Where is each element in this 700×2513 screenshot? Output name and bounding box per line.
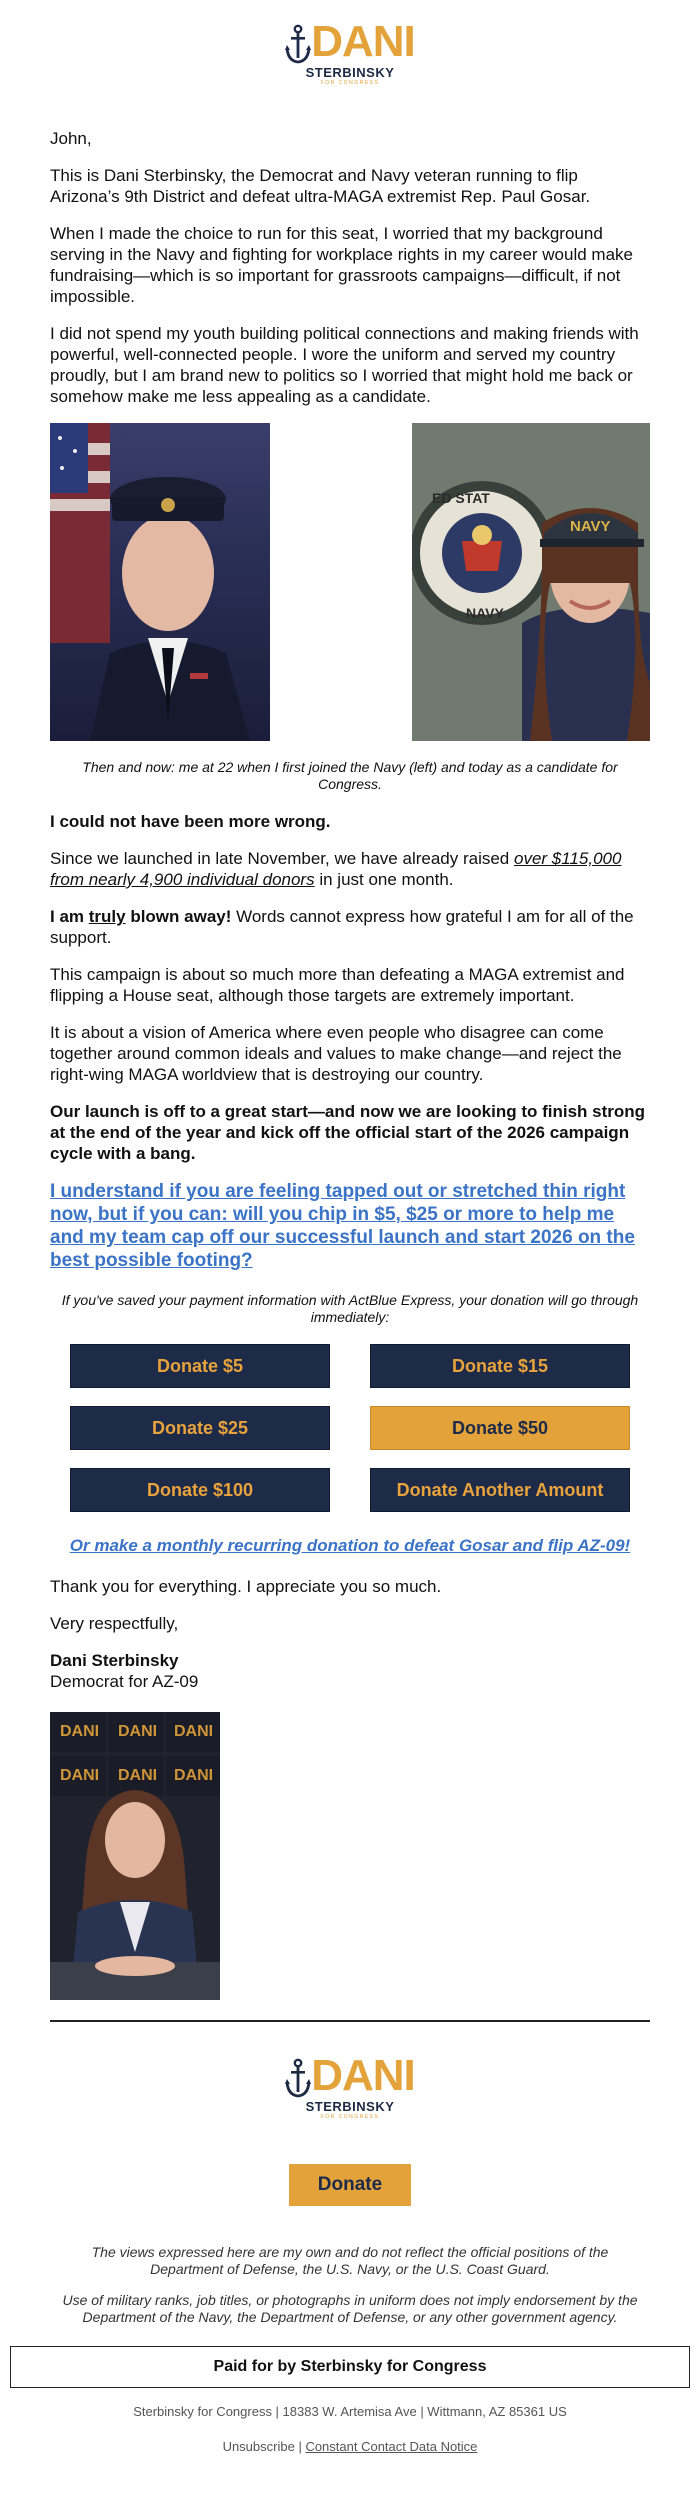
closing: Very respectfully, [50,1614,179,1633]
fundraising-text-a: Since we launched in late November, we have already raised [50,849,514,868]
actblue-note: If you've saved your payment information with ActBlue Express, your donation will go through immediately: [61,1292,639,1325]
anchor-icon [285,24,311,64]
logo-surname: STERBINSKY [305,65,395,80]
uniform-portrait-image [50,423,270,741]
signature-name: Dani Sterbinsky [50,1651,179,1670]
logo-wordmark: DANI [311,17,415,66]
logo-tagline: FOR CONGRESS [320,80,380,86]
footer-logo-surname: STERBINSKY [305,2099,395,2114]
paragraph-thanks: Thank you for everything. I appreciate you so much. [50,1577,442,1596]
svg-text:DANI: DANI [174,1723,214,1740]
donate-50-button[interactable]: Donate $50 [370,1406,630,1450]
header-logo[interactable] [0,0,700,90]
photo-pair [50,423,650,741]
signature-title: Democrat for AZ-09 [50,1672,199,1691]
footer-logo-tagline: FOR CONGRESS [320,2114,380,2120]
svg-text:DANI: DANI [174,1767,214,1784]
fundraising-text-b: in just one month. [314,870,454,889]
paragraph-turnaround: I could not have been more wrong. [50,812,331,831]
footer-logo[interactable] [0,2022,700,2134]
donate-15-button[interactable]: Donate $15 [370,1344,630,1388]
footer-link-separator: | [294,2439,306,2454]
photo-caption: Then and now: me at 22 when I first joined the Navy (left) and today as a candidate for Congress. [82,759,618,792]
photo-now-candidate [412,423,650,741]
paragraph-gratitude [50,906,650,948]
footer-links [0,2439,700,2454]
recurring-donation-link[interactable]: Or make a monthly recurring donation to defeat Gosar and flip AZ-09! [69,1536,631,1555]
paragraph-politics: I did not spend my youth building political connections and making friends with powerful, well-connected people. I wore the uniform and served my country proudly, but I am brand new to politics so I worried that might hold me back or somehow make me less appealing as a candidate. [50,324,639,406]
paragraph-background: When I made the choice to run for this seat, I worried that my background serving in the Navy and fighting for workplace rights in my career would make fundraising—which is so important for grassroots campaigns—difficult, if not impossible. [50,224,633,306]
svg-text:DANI: DANI [118,1767,158,1784]
paragraph-launch: Our launch is off to a great start—and now we are looking to finish strong at the end of the year and kick off the official start of the 2026 campaign cycle with a bang. [50,1102,646,1163]
portrait-image [50,1712,220,2000]
footer-logo-wordmark: DANI [311,2051,415,2100]
cap-text: NAVY [570,518,611,535]
candidate-selfie-image [412,423,650,741]
photo-then-uniform [50,423,270,741]
donate-other-amount-button[interactable]: Donate Another Amount [370,1468,630,1512]
donate-100-button[interactable]: Donate $100 [70,1468,330,1512]
candidate-portrait [50,1712,220,2000]
paragraph-fundraising [50,848,650,890]
gratitude-underlined: truly [88,907,126,926]
svg-text:DANI: DANI [60,1767,100,1784]
disclaimer-dod: The views expressed here are my own and do not reflect the official positions of the Department of Defense, the U.S. Navy, or the U.S. Coast Guard. [91,2244,609,2277]
paid-for-box [10,2346,690,2388]
donate-5-button[interactable]: Donate $5 [70,1344,330,1388]
donate-25-button[interactable]: Donate $25 [70,1406,330,1450]
greeting: John, [50,129,92,148]
data-notice-link[interactable]: Constant Contact Data Notice [305,2439,478,2454]
mailing-address: Sterbinsky for Congress | 18383 W. Artemisa Ave | Wittmann, AZ 85361 US [133,2404,567,2419]
seal-top-text: ED STAT [432,490,490,506]
paid-for-text: Paid for by Sterbinsky for Congress [213,2358,487,2375]
fundraising-link[interactable]: over $115,000 from nearly 4,900 individual donors [50,849,622,889]
gratitude-bold-b: blown away! [125,907,232,926]
svg-text:DANI: DANI [60,1723,100,1740]
anchor-icon [285,2058,311,2098]
svg-text:DANI: DANI [118,1723,158,1740]
donate-button-grid [50,1344,650,1512]
paragraph-campaign-purpose: This campaign is about so much more than defeating a MAGA extremist and flipping a House seat, although those targets are extremely important. [50,965,625,1005]
paragraph-vision: It is about a vision of America where even people who disagree can come together around common ideals and values to make change—and reject the right-wing MAGA worldview that is destroying our country. [50,1023,622,1084]
unsubscribe-link[interactable]: Unsubscribe [222,2439,295,2454]
seal-bottom-text: NAVY [466,605,504,621]
paragraph-intro: This is Dani Sterbinsky, the Democrat and Navy veteran running to flip Arizona’s 9th District and defeat ultra-MAGA extremist Rep. Paul Gosar. [50,166,591,206]
disclaimer-endorsement: Use of military ranks, job titles, or photographs in uniform does not imply endorsement by the Department of the Navy, the Department of Defense, or any other government agency. [62,2292,638,2325]
footer-donate-button[interactable]: Donate [289,2164,411,2206]
donation-ask-link[interactable]: I understand if you are feeling tapped out or stretched thin right now, but if you can: will you chip in $5, $25 or more to help me and my team cap off our successful launch and start 2026 on the best possible footing? [50,1181,635,1271]
gratitude-text: Words cannot express how grateful I am for all of the support. [50,907,634,947]
gratitude-bold-a: I am [50,907,89,926]
